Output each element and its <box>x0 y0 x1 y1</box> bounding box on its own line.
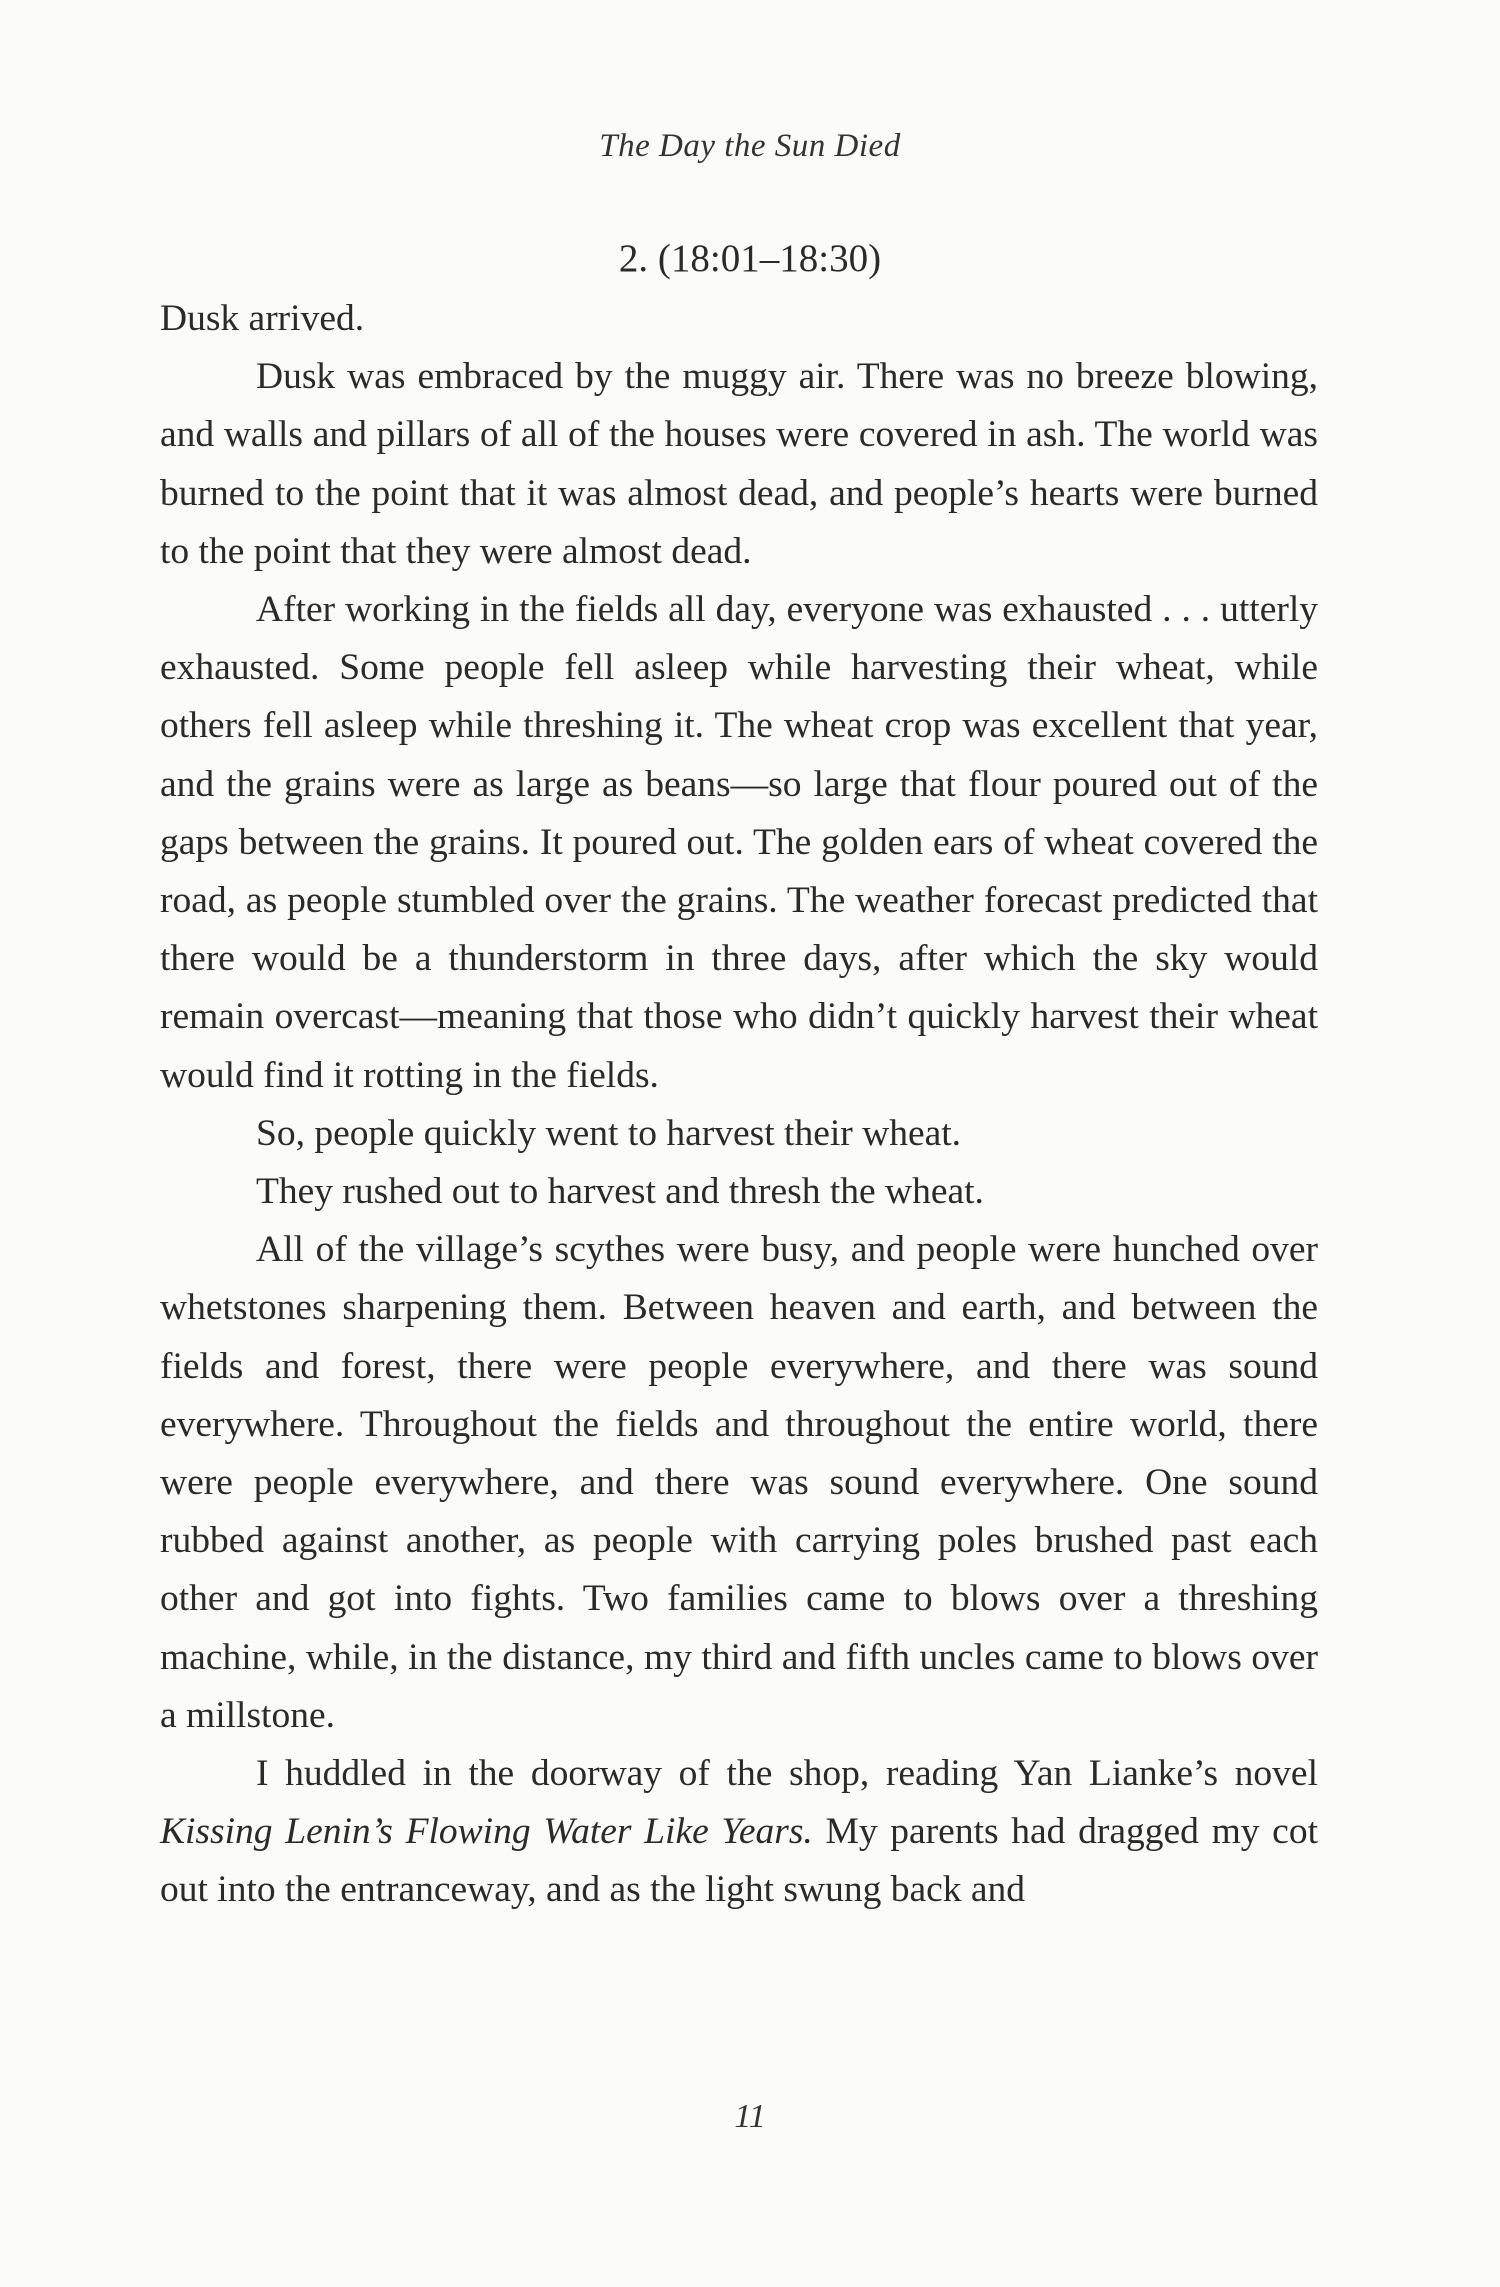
running-head: The Day the Sun Died <box>599 128 901 164</box>
novel-title: Kissing Lenin’s Flowing Water Like Years. <box>160 1811 813 1853</box>
paragraph-1: Dusk arrived. <box>160 298 365 339</box>
paragraph-5: They rushed out to harvest and thresh the wheat. <box>256 1171 984 1213</box>
paragraph-2: Dusk was embraced by the muggy air. There was no breeze blowing, and walls and pillars of all of the houses were covered in ash. The world was burned to the point that it was almost dead, and people’s hearts were burned to the point that they were almost dead. <box>160 356 1318 572</box>
body-text <box>160 290 1318 1920</box>
paragraph-7-text-start: I huddled in the doorway of the shop, reading Yan Lianke’s novel <box>256 1753 1318 1795</box>
paragraph-4: So, people quickly went to harvest their wheat. <box>256 1112 962 1154</box>
paragraph-6: All of the village’s scythes were busy, and people were hunched over whetstones sharpening them. Between heaven and earth, and between the fields and forest, there were people everywhere, and there was sound everywhere. Throughout the fields and throughout the entire world, there were people everywhere, and there was sound everywhere. One sound rubbed against another, as people with carrying poles brushed past each other and got into fights. Two families came to blows over a threshing machine, while, in the distance, my third and fifth uncles came to blows over a millstone. <box>160 1229 1318 1736</box>
paragraph-7 <box>160 1745 1318 1920</box>
paragraph-3: After working in the fields all day, everyone was exhausted . . . utterly exhausted. Some people fell asleep while harvesting their wheat, while others fell asleep while threshing it. The wheat crop was excellent that year, and the grains were as large as beans—so large that flour poured out of the gaps between the grains. It poured out. The golden ears of wheat covered the road, as people stumbled over the grains. The weather forecast predicted that there would be a thunderstorm in three days, after which the sky would remain overcast—meaning that those who didn’t quickly harvest their wheat would find it rotting in the fields. <box>160 589 1318 1096</box>
paragraph-7-text-end: My parents had dragged my cot out into the entranceway, and as the light swung back and <box>160 1811 1318 1911</box>
page-number: 11 <box>734 2098 766 2135</box>
section-heading: 2. (18:01–18:30) <box>618 237 882 280</box>
